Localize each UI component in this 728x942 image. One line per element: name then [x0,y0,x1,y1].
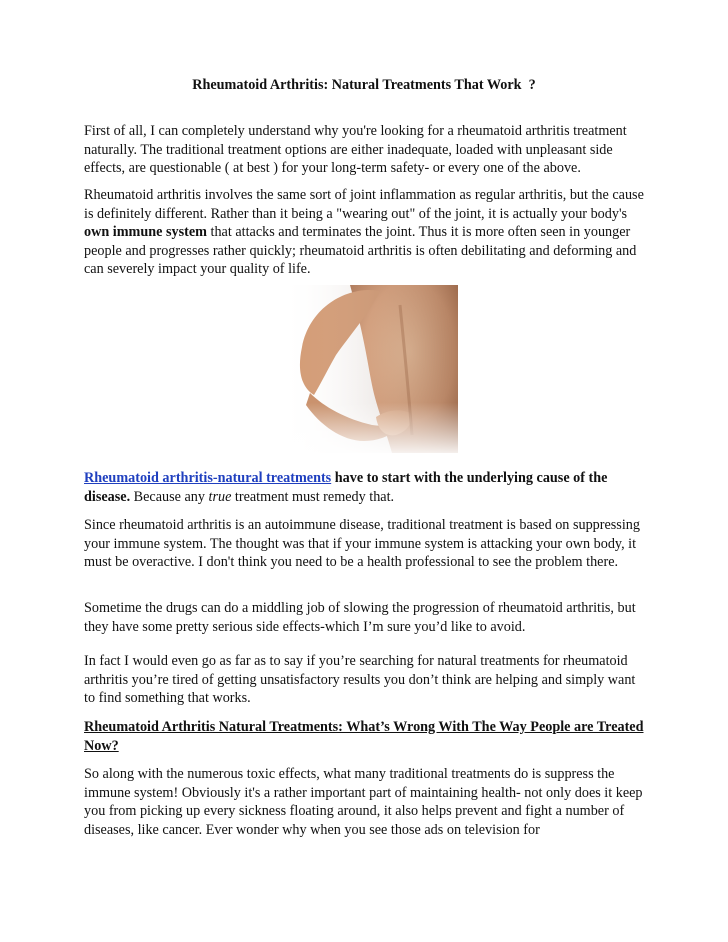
paragraph-toxic-effects: So along with the numerous toxic effects, what many traditional treatments do is suppress the immune system! Obviously it's a rather important part of maintaining health- not only does it keep you from picking up every sickness floating around, it also helps prevent and fight a number of diseases, like cancer. Ever wonder why when you see those ads on television for [84,766,643,838]
document-title: Rheumatoid Arthritis: Natural Treatments That Work ? [192,77,536,93]
paragraph-remedy-text: Because any [130,488,209,505]
paragraph-remedy-rest: treatment must remedy that. [231,488,395,505]
paragraph-cause-rest: that attacks and terminates the joint. Thus it is more often seen in younger people and progresses rather quickly; rheumatoid arthritis is often debilitating and deforming and can severely impact your quality of life. [84,224,637,277]
underlying-cause-bold: have to start with the underlying cause of the disease. [84,470,608,505]
paragraph-intro: First of all, I can completely understand why you're looking for a rheumatoid arthritis treatment naturally. The traditional treatment options are either inadequate, loaded with unpleasant side effects, are questionable ( at best ) for your long-term safety- or every one of the above. [84,123,627,176]
paragraph-cause [84,186,644,279]
true-italic: true [208,488,232,505]
immune-system-bold: own immune system [84,224,207,240]
section-heading: Rheumatoid Arthritis Natural Treatments: What’s Wrong With The Way People are Treated Now? [84,719,644,754]
back-pain-photo [280,285,458,453]
paragraph-search: In fact I would even go as far as to say if you’re searching for natural treatments for rheumatoid arthritis you’re tired of getting unsatisfactory results you don’t think are helping and simply want to find something that works. [84,653,636,706]
paragraph-natural-treatments [84,469,644,506]
natural-treatments-link[interactable]: Rheumatoid arthritis-natural treatments [84,470,332,486]
paragraph-autoimmune: Since rheumatoid arthritis is an autoimmune disease, traditional treatment is based on suppressing your immune system. The thought was that if your immune system is attacking your own body, it must be overactive. I don't think you need to be a health professional to see the problem there. [84,517,640,570]
paragraph-cause-text: Rheumatoid arthritis involves the same sort of joint inflammation as regular arthritis, but the cause is definitely different. Rather than it being a "wearing out" of the joint, it is actually your body's [84,187,644,222]
paragraph-drugs: Sometime the drugs can do a middling job of slowing the progression of rheumatoid arthritis, but they have some pretty serious side effects-which I’m sure you’d like to avoid. [84,600,636,635]
